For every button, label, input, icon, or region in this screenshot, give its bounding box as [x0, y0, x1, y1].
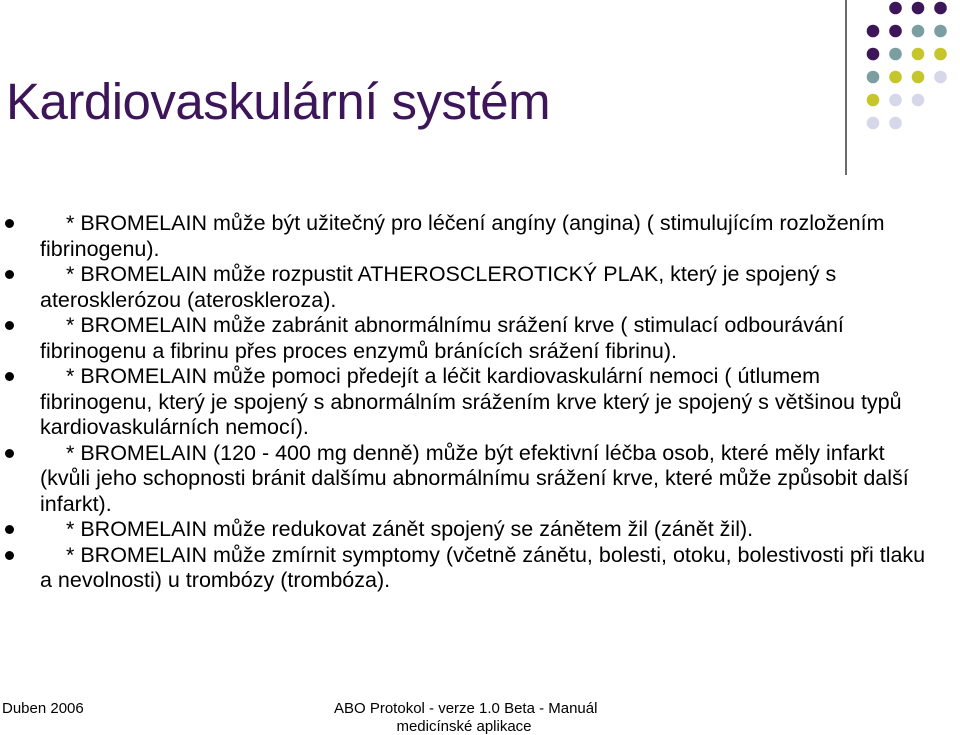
slide-title: Kardiovaskulární systém	[6, 73, 551, 130]
bullet-dot-icon	[5, 219, 14, 228]
bullet-text: * BROMELAIN může zmírnit symptomy (včetně zánětu, bolesti, otoku, bolestivosti při tlaku a nevolnosti) u trombózy (trombóza).	[40, 542, 926, 592]
decorative-dot	[867, 25, 880, 38]
decorative-dot	[934, 71, 947, 84]
bullet-item	[0, 364, 930, 441]
bullet-text: * BROMELAIN (120 - 400 mg denně) může být efektivní léčba osob, které měly infarkt (kvůli jeho schopnosti bránit dalšímu abnormálnímu srážení krve, které může způsobit další infarkt).	[40, 440, 909, 516]
bullet-list	[0, 211, 930, 594]
vertical-divider	[845, 0, 847, 175]
decorative-dot	[867, 117, 880, 130]
bullet-text: * BROMELAIN může pomoci předejít a léčit kardiovaskulární nemoci ( útlumem fibrinogenu, který je spojený s abnormálním srážením krve který je spojený s většinou typů kardiovaskulárních nemocí).	[40, 364, 902, 439]
footer-line-2: medicínské aplikace	[396, 718, 532, 735]
bullet-item	[0, 543, 930, 594]
decorative-dot	[912, 48, 925, 61]
bullet-item	[0, 517, 930, 543]
decorative-dot	[867, 71, 880, 84]
decorative-dot	[889, 2, 902, 15]
footer-center	[334, 700, 598, 735]
decorative-dot	[889, 25, 902, 38]
bullet-text: * BROMELAIN může zabránit abnormálnímu srážení krve ( stimulací odbourávání fibrinogenu a fibrinu přes proces enzymů bránících srážení fibrinu).	[40, 313, 844, 363]
bullet-dot-icon	[5, 449, 14, 458]
bullet-text: * BROMELAIN může být užitečný pro léčení angíny (angina) ( stimulujícím rozložením fibrinogenu).	[40, 211, 885, 261]
bullet-item	[0, 313, 930, 364]
footer-line-1: ABO Protokol - verze 1.0 Beta - Manuál	[334, 700, 598, 717]
decorative-dot	[912, 25, 925, 38]
decorative-dot	[889, 48, 902, 61]
decorative-dot	[912, 94, 925, 107]
decorative-dot	[867, 94, 880, 107]
bullet-text: * BROMELAIN může redukovat zánět spojený se zánětem žil (zánět žil).	[66, 517, 754, 541]
bullet-dot-icon	[5, 270, 14, 279]
decorative-dot-grid	[862, 0, 960, 150]
decorative-dot	[912, 71, 925, 84]
decorative-dot	[889, 117, 902, 130]
decorative-dot	[934, 25, 947, 38]
bullet-dot-icon	[5, 321, 14, 330]
bullet-item	[0, 441, 930, 518]
decorative-dot	[912, 2, 925, 15]
decorative-dot	[934, 48, 947, 61]
decorative-dot	[867, 48, 880, 61]
decorative-dot	[934, 2, 947, 15]
bullet-dot-icon	[5, 525, 14, 534]
decorative-dot	[889, 94, 902, 107]
footer-date: Duben 2006	[2, 700, 84, 717]
bullet-dot-icon	[5, 372, 14, 381]
decorative-dot	[889, 71, 902, 84]
bullet-item	[0, 211, 930, 262]
bullet-dot-icon	[5, 551, 14, 560]
bullet-text: * BROMELAIN může rozpustit ATHEROSCLEROTICKÝ PLAK, který je spojený s aterosklerózou (ateroskleroza).	[40, 262, 837, 312]
bullet-item	[0, 262, 930, 313]
